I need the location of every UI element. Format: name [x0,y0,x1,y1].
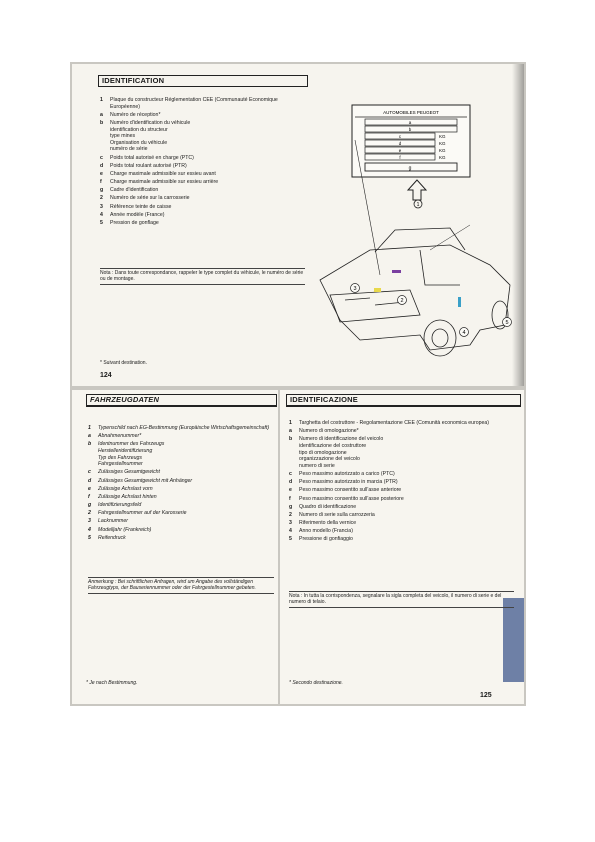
callout-label: 3 [353,286,357,292]
item-key: b [88,441,92,448]
item-text: Zulässiges Gesamtgewicht [98,469,160,476]
list-item [88,527,274,534]
list-item [100,163,305,170]
list-item [289,528,514,535]
item-key: 1 [289,420,292,426]
item-key: 3 [289,520,292,527]
item-key: 3 [88,518,91,525]
item-key: 1 [88,425,91,431]
list-item [100,171,305,178]
item-text: Abnahmenummer* [98,433,142,440]
item-text: Lacknummer [98,518,128,525]
item-text: Typenschild nach EG-Bestimmung (Europäische Wirtschaftsgemeinschaft) [98,425,270,431]
plate-row-label: a [408,119,412,125]
item-text: Quadro di identificazione [299,503,357,510]
item-key: b [100,119,104,126]
plate-header: AUTOMOBILES PEUGEOT [383,110,439,115]
id-plate [352,105,470,177]
item-key: 5 [88,534,91,541]
item-text: Numéro de série sur la carrosserie [110,195,190,202]
plate-unit: KG [439,133,446,139]
page-number-left: 124 [100,372,112,379]
item-key: f [88,493,90,500]
list-item [289,496,514,503]
item-key: 2 [289,511,292,518]
list-item [88,510,274,517]
section-tab-marker [503,598,524,682]
section-heading-de: FAHRZEUGDATEN [86,394,277,407]
item-text: Modelljahr (Frankreich) [98,526,152,533]
item-text: Numero di omologazione* [299,428,359,435]
callout-label: 2 [400,298,404,304]
item-text: Numero di serie sulla carrozzeria [299,511,375,518]
footnote-de: * Je nach Bestimmung. [86,680,138,686]
item-text: Pression de gonflage [110,220,159,227]
list-item [88,518,274,525]
list-item [289,428,514,435]
item-text: Numéro de réception* [110,111,161,118]
list-item [289,436,514,469]
car-drawing [320,228,510,356]
plate-unit: KG [439,147,446,153]
plate-row-label: e [398,147,402,153]
item-key: 2 [100,195,103,202]
item-key: e [100,170,103,177]
list-item [88,433,274,440]
list-item [289,479,514,486]
item-text: Zulässige Achslast vorn [98,485,153,492]
list-item [289,536,514,543]
item-key: c [88,469,91,476]
list-item [88,502,274,509]
arrow-label: 1 [416,202,420,208]
list-item [289,512,514,519]
note-fr: Nota : Dans toute correspondance, rappeler le type complet du véhicule, le numéro de série ou de montage. [100,268,305,285]
item-key: g [289,503,293,510]
serial-marker [392,270,401,273]
item-key: c [100,154,103,161]
plate-arrow [408,180,426,208]
list-item [100,212,305,219]
item-text: Charge maximale admissible sur essieu arrière [110,179,219,186]
item-key: d [289,479,293,486]
item-text: Peso massimo consentito sull'asse posteriore [299,495,404,502]
list-item [100,204,305,211]
list-item [88,494,274,501]
item-key: g [88,502,92,509]
item-key: 3 [100,203,103,210]
callout-label: 5 [505,320,509,326]
item-text: Identifizierungsfeld [98,502,142,509]
item-text: Peso massimo consentito sull'asse anteriore [299,487,402,494]
item-text: Charge maximale admissible sur essieu avant [110,170,216,177]
list-item [289,504,514,511]
footnote-fr: * Suivant destination. [100,360,147,366]
item-key: 5 [100,220,103,227]
identification-list-it [289,420,514,545]
callout-label: 4 [462,330,466,336]
list-item [100,195,305,202]
item-key: g [100,187,104,194]
list-item [289,420,514,427]
section-heading-it: IDENTIFICAZIONE [286,394,521,407]
item-text: Identnummer des Fahrzeugs Herstelleridentifizierung Typ des Fahrzeugs Fahrgestellnummer [98,441,165,468]
item-text: Peso massimo autorizzato in marcia (PTR) [299,479,398,486]
item-key: a [88,433,91,440]
item-text: Zulässige Achslast hinten [98,493,157,500]
item-text: Poids total autorisé en charge (PTC) [110,154,194,161]
item-text: Pressione di gonfiaggio [299,536,353,543]
plate-unit: KG [439,154,446,160]
item-text: Fahrgestellnummer auf der Karosserie [98,510,187,517]
list-item [100,97,305,110]
item-text: Plaque du constructeur Réglementation CEE (Communauté Economique Européenne) [110,97,278,110]
item-key: f [289,495,291,502]
list-item [100,220,305,227]
color-ref-marker [374,288,381,292]
item-key: b [289,436,293,443]
note-de: Anmerkung : Bei schriftlichen Anfragen, wird um Angabe des vollständigen Fahrzeugtyps, der Bauseriennummer oder der Fahrgestellnummer gebeten. [88,577,274,594]
item-text: Référence teinte de caisse [110,203,172,210]
item-text: Zulässiges Gesamtgewicht mit Anhänger [98,477,193,484]
pressure-marker [458,297,461,307]
item-key: d [100,162,104,169]
note-it: Nota : In tutta la corrispondenza, segnalare la sigla completa del veicolo, il numero di serie e del numero di telaio. [289,591,514,608]
plate-row-label: c [398,133,402,139]
item-text: Poids total roulant autorisé (PTR) [110,162,187,169]
list-item [88,478,274,485]
item-text: Anno modello (Francia) [299,528,353,535]
list-item [88,469,274,476]
list-item [100,187,305,194]
item-key: 4 [289,528,292,535]
section-heading-fr: IDENTIFICATION [98,75,308,87]
item-key: a [289,428,292,435]
plate-g-label: g [408,165,412,172]
item-text: Numéro d'identification du véhicule identification du structeur type mines Organisation du véhicule numéro de série [110,119,191,153]
item-text: Cadre d'identification [110,187,159,194]
item-key: 2 [88,510,91,517]
item-text: Targhetta del costruttore - Regolamentazione CEE (Comunità economica europea) [299,420,490,426]
list-item [88,441,274,467]
item-key: e [88,485,91,492]
item-key: c [289,470,292,477]
item-key: 4 [100,211,103,218]
plate-unit: KG [439,140,446,146]
list-item [100,179,305,186]
item-key: 4 [88,526,91,533]
list-item [289,520,514,527]
page-number-right: 125 [480,692,492,699]
item-key: f [100,179,102,186]
vehicle-illustration [300,100,520,370]
plate-row-label: b [408,126,412,132]
list-item [289,487,514,494]
plate-row-label: d [398,140,402,146]
item-text: Peso massimo autorizzato a carico (PTC) [299,470,395,477]
item-key: a [100,111,103,118]
identification-list-de [88,425,274,543]
item-key: e [289,487,292,494]
item-key: d [88,477,92,484]
list-item [289,471,514,478]
item-key: 1 [100,97,103,103]
item-text: Année modèle (France) [110,211,165,218]
list-item [100,120,305,153]
list-item [88,535,274,542]
list-item [88,425,274,432]
item-key: 5 [289,536,292,543]
list-item [88,486,274,493]
footnote-it: * Secondo destinazione. [289,680,343,686]
item-text: Reifendruck [98,534,126,541]
list-item [100,112,305,119]
item-text: Numero di identificazione del veicolo identificazione del costruttore tipo di omologazione organizzazione del veicolo numero di serie [299,436,384,469]
list-item [100,155,305,162]
identification-list-fr [100,97,305,228]
item-text: Riferimento della vernice [299,520,357,527]
plate-row-label: f [399,154,401,160]
